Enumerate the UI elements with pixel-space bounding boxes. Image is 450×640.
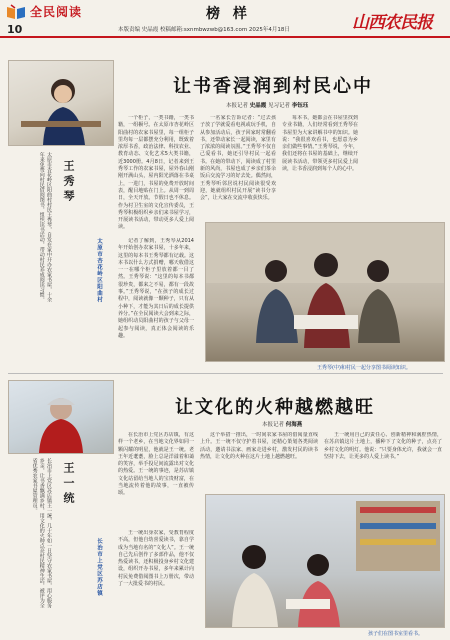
headline-1: 让书香浸润到村民心中: [173, 76, 373, 97]
person-name-2: 王一统: [62, 462, 75, 507]
body-column-2-2: 王一统出身农家，受教育程度不高，但他自幼喜爱读书，靠自学成为当地有名的“文化人”。王一统自己先后创作了多部作品，他不仅热爱读书，还积极投身乡村文化建设，组织开办书屋，多年来累计向村民免费借阅图书上万册次，带动了一大批爱书的村民。: [118, 530, 194, 632]
body-column-1-4: 每本书，她都会在书屋里找到专业书籍，人们经常看到王秀琴在书屋里为大家讲解书中的知识。她说：“我很喜欢看书，也愿意为乡亲们做些事情。”王秀琴说，今年，我们还将在书屋的基础上，继续开展读书活动，带领更多村民爱上阅读，让书香浸润到每个人的心中。: [282, 115, 358, 173]
section-name: 全民阅读: [30, 5, 83, 19]
page-header: [0, 0, 450, 40]
page-number: 10: [7, 23, 23, 36]
person-location-1: 太原市杏花岭区阳曲村: [96, 238, 102, 303]
story-photo-1: [205, 222, 445, 362]
portrait-figure-icon: [9, 381, 113, 453]
header-rule: [0, 36, 450, 38]
person-name-1: 王秀琴: [62, 160, 75, 205]
person-location-2: 长治市上党区苏店镇: [96, 538, 102, 597]
person-bio-1: 太原市杏花岭区阳曲村村民王秀琴，自发在家中开办农家书屋，十余年来免费向村民借阅图书，组织读书活动，带动村民养成阅读习惯。: [38, 152, 52, 302]
portrait-figure-icon: [9, 61, 113, 145]
body-column-1-1: 一个柜子，一类书籍，一类书籍，一组橱号。在太原市杏花岭区阳曲村的农家书屋里，每一组柜子里均每一层都摆充分利用，既致着浓厚书香，政治法律、科技农业、教育动态、文化艺术5大类书籍，近3000册。4月8日，记者来到王秀琴工作的农家书屋，屋外春山刚刚开满山头，屋内阳光洒落在书桌上，一进门，书屋的免费开放时间表，醒目地贴在门上。从周一到周日，全天开放。节假日也不休息。作为村卫生室的文化宣传委员，王秀琴积极组织乡亲们来书屋学习，开展读书活动，带动更多人爱上阅读。: [118, 115, 194, 231]
headline-2: 让文化的火种越燃越旺: [175, 397, 375, 418]
story-divider: [8, 373, 443, 374]
photo-caption-1: 王秀琴(中)和村民一起分享图书阅读知识。: [317, 365, 411, 371]
body-column-1-2: 记者了解到，王秀琴从2014年开始创办农家书屋，十多年来，这里的每本书王秀琴都有记载。这本书以什么方式捐赠，哪天收借这一一在哪个柜子里放着都一目了然。王秀琴说：“这里的每本书都很珍贵，都来之不易，都有一段故事。”王秀琴说，“在孩子的成长过程中，阅读就像一颗种子，只有从小种下，才能为其日后的成长提供养分。”在全民阅读大会到来之际，她组织动员阳曲村的孩子与父母一起参与阅读，真正体会阅读的乐趣。: [118, 238, 194, 370]
readers-group-icon: [206, 223, 444, 361]
byline-1: 本报记者 史晶霞 见习记者 李钰珏: [226, 103, 309, 109]
person-bio-2: 长治市上党区苏店镇王一统，几十年如一日坚守农家书屋，用心服务乡亲，让书香飘满乡村，用文化的火种点亮村民精神生活，被评为全省优秀农家书屋管理员。: [31, 458, 52, 608]
byline-2: 本报记者 何海燕: [262, 422, 303, 428]
story-photo-2: [205, 494, 445, 628]
photo-caption-2: 孩子们在图书室里看书。: [368, 631, 424, 637]
newspaper-name: 山西农民报: [352, 13, 432, 33]
body-column-2-1: 在长治市上党区苏店镇，有这样一个老乡，在当地文化界如同一颗闪耀的明星，他就是王一统。老王年近耄耋，脸上总是洋溢着和蔼的笑容，举手投足间流露出对文化的热爱。王一统的事迹，是苏店镇文化站留给当地人的宝贵财富，在当地流传着他的故事，一直被传颂。: [118, 432, 194, 497]
children-reading-icon: [206, 495, 444, 627]
column-title: 榜 样: [206, 6, 251, 22]
portrait-photo-2: [8, 380, 114, 454]
body-column-2-4: 王一统用自己的责任心、创新精神和满腔热情，在苏店镇这片土地上，播种下了文化的种子，点亮了乡村文化的明灯。他说：“只要身体允许，我就会一直坚持下去，让更多的人爱上读书。”: [324, 432, 442, 460]
body-column-1-3: 一名家长告诉记者：“过去孩子放了学就爱看电视或玩手机，自从参加活动后，孩子回家时常翻看书，还带动家长一起阅读，家里有了浓浓的阅读氛围。”王秀琴不仅自己爱看书，她还引导村民一起看书。在她的带动下，阅读成了村里新的风尚，书屋也成了乡亲们茶余饭后交流学习的好去处。偶然间，王秀琴听邻居说村民阅读很受欢迎，她就组织村民开展“读书分享会”，让大家在交流中收获快乐。: [200, 115, 276, 202]
body-column-2-3: 这个举措一推出，一时间农家书屋的借阅量直线上升。王一统不仅守护着书屋，还精心策划各类阅读活动，邀请书法家、画家走进乡村，激发村民的读书热情，让文化的火种在这片土地上越燃越旺。: [200, 432, 318, 460]
header-meta: 本版责编 史晶霞 校稿邮箱:sxnmbwzwb@163.com 2025年4月18日: [118, 27, 290, 33]
portrait-photo-1: [8, 60, 114, 146]
book-logo-icon: [6, 4, 26, 20]
